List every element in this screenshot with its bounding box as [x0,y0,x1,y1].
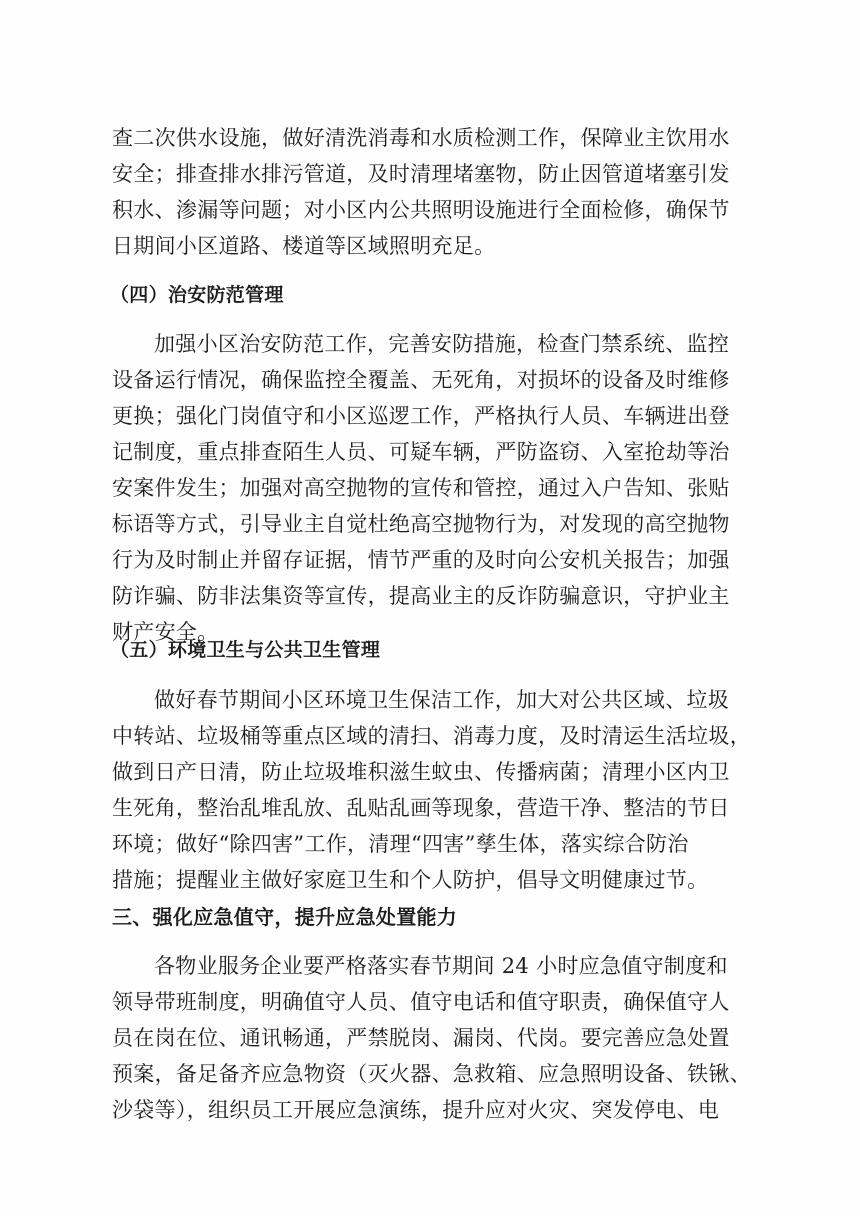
paragraph-line: 安案件发生；加强对高空抛物的宣传和管控，通过入户告知、张贴 [112,476,730,500]
paragraph-line: 积水、渗漏等问题；对小区内公共照明设施进行全面检修，确保节 [112,198,730,222]
paragraph-line: 设备运行情况，确保监控全覆盖、无死角，对损坏的设备及时维修 [112,368,730,392]
paragraph-line: 加强小区治安防范工作，完善安防措施，检查门禁系统、监控 [154,332,730,356]
paragraph-line: 查二次供水设施，做好清洗消毒和水质检测工作，保障业主饮用水 [112,126,730,150]
paragraph-line: 行为及时制止并留存证据，情节严重的及时向公安机关报告；加强 [112,548,730,572]
paragraph-line: 预案，备足备齐应急物资（灭火器、急救箱、应急照明设备、铁锹、 [112,1062,751,1086]
paragraph-line: 防诈骗、防非法集资等宣传，提高业主的反诈防骗意识，守护业主 [112,584,730,608]
paragraph-line: 沙袋等），组织员工开展应急演练，提升应对火灾、突发停电、电 [112,1098,720,1122]
chapter-heading-3: 三、强化应急值守，提升应急处置能力 [112,905,458,929]
paragraph-line: 中转站、垃圾桶等重点区域的清扫、消毒力度，及时清运生活垃圾， [112,724,751,748]
paragraph-line: 日期间小区道路、楼道等区域照明充足。 [112,234,496,258]
section-heading-4: （四）治安防范管理 [110,284,284,306]
paragraph-line: 做到日产日清，防止垃圾堆积滋生蚊虫、传播病菌；清理小区内卫 [112,760,730,784]
paragraph-line: 更换；强化门岗值守和小区巡逻工作，严格执行人员、车辆进出登 [112,404,730,428]
paragraph-line: 措施；提醒业主做好家庭卫生和个人防护，倡导文明健康过节。 [112,868,709,892]
paragraph-line: 环境；做好“除四害”工作，清理“四害”孳生体，落实综合防治 [112,832,689,856]
paragraph-line: 员在岗在位、通讯畅通，严禁脱岗、漏岗、代岗。要完善应急处置 [112,1026,730,1050]
section-heading-5: （五）环境卫生与公共卫生管理 [110,639,381,661]
paragraph-line: 标语等方式，引导业主自觉杜绝高空抛物行为，对发现的高空抛物 [112,512,730,536]
paragraph-line: 领导带班制度，明确值守人员、值守电话和值守职责，确保值守人 [112,990,730,1014]
paragraph-line: 生死角，整治乱堆乱放、乱贴乱画等现象，营造干净、整洁的节日 [112,796,730,820]
paragraph-line: 各物业服务企业要严格落实春节期间 24 小时应急值守制度和 [154,954,728,978]
paragraph-line: 记制度，重点排查陌生人员、可疑车辆，严防盗窃、入室抢劫等治 [112,440,730,464]
paragraph-line: 安全；排查排水排污管道，及时清理堵塞物，防止因管道堵塞引发 [112,162,730,186]
paragraph-line: 财产安全。 [112,620,219,644]
paragraph-line: 做好春节期间小区环境卫生保洁工作，加大对公共区域、垃圾 [154,688,730,712]
